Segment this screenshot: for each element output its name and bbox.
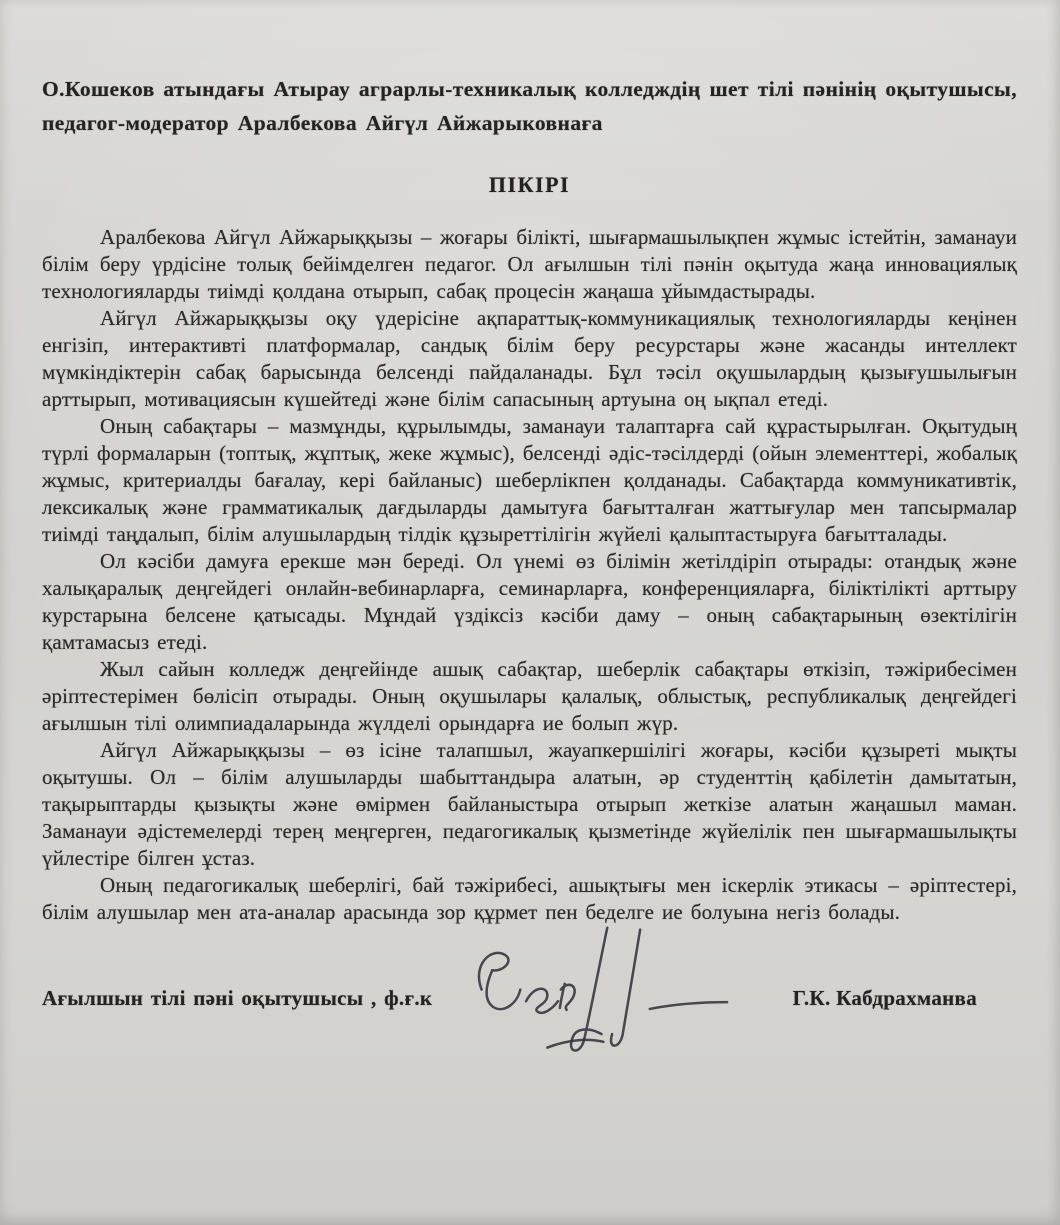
body-paragraph: Айгүл Айжарыққызы оқу үдерісіне ақпараттық-коммуникациялық технологияларды кеңінен енгізіп, интерактивті платформалар, сандық білім беру ресурстары және жасанды интеллект мүмкіндіктерін сабақ барысында белсенді пайдаланады. Бұл тәсіл оқушылардың қызығушылығын арттырып, мотивациясын күшейтеді және білім сапасының артуына оң ықпал етеді.: [42, 306, 1017, 411]
signature-block: [42, 978, 1017, 1018]
body-paragraph: Оның сабақтары – мазмұнды, құрылымды, заманауи талаптарға сай құрастырылған. Оқытудың түрлі формаларын (топтық, жұптық, жеке жұмыс), белсенді әдіс-тәсілдерді (ойын элементтері, жобалық жұмыс, критериалды бағалау, кері байланыс) шеберлікпен қолданады. Сабақтарда коммуникативтік, лексикалық және грамматикалық дағдыларды дамытуға бағытталған жаттығулар мен тапсырмалар тиімді таңдалып, білім алушылардың тілдік құзыреттілігін жүйелі қалыптастыруға бағытталады.: [42, 414, 1017, 546]
signer-position-label: Ағылшын тілі пәні оқытушысы , ф.ғ.к: [42, 985, 433, 1010]
document-body: [42, 224, 1017, 926]
body-paragraph: Оның педагогикалық шеберлігі, бай тәжірибесі, ашықтығы мен іскерлік этикасы – әріптестері, білім алушылар мен ата-аналар арасында зор құрмет пен беделге ие болуына негіз болады.: [42, 873, 1017, 924]
signer-name: Г.К. Кабдрахманва: [792, 985, 977, 1010]
body-paragraph: Аралбекова Айгүл Айжарыққызы – жоғары білікті, шығармашылықпен жұмыс істейтін, заманауи білім беру үрдісіне толық бейімделген педагог. Ол ағылшын тілі пәнін оқытуда жаңа инновациялық технологияларды тиімді қолдана отырып, сабақ процесін жаңаша ұйымдастырады.: [42, 225, 1017, 303]
body-paragraph: Жыл сайын колледж деңгейінде ашық сабақтар, шеберлік сабақтары өткізіп, тәжірибесімен әріптестерімен бөлісіп отырады. Оның оқушылары қалалық, облыстық, республикалық деңгейдегі ағылшын тілі олимпиадаларында жүлделі орындарға ие болып жүр.: [42, 657, 1017, 735]
body-paragraph: Айгүл Айжарыққызы – өз ісіне талапшыл, жауапкершілігі жоғары, кәсіби құзыреті мықты оқытушы. Ол – білім алушыларды шабыттандыра алатын, әр студенттің қабілетін дамытатын, тақырыптарды қызықты және өмірмен байланыстыра отырып жеткізе алатын жаңашыл маман. Заманауи әдістемелерді терең меңгерген, педагогикалық қызметінде жүйелілік пен шығармашылықты үйлестіре білген ұстаз.: [42, 738, 1017, 870]
signature-area: [432, 978, 792, 1018]
handwritten-signature-icon: [460, 920, 770, 1065]
document-title: ПІКІРІ: [488, 172, 571, 197]
document-content: [42, 72, 1017, 1018]
body-paragraph: Ол кәсіби дамуға ерекше мән береді. Ол үнемі өз білімін жетілдіріп отырады: отандық және халықаралық деңгейдегі онлайн-вебинарларға, семинарларға, конференцияларға, біліктілікті арттыру курстарына белсене қатысады. Мұндай үздіксіз кәсіби даму – оның сабақтарының өзектілігін қамтамасыз етеді.: [42, 549, 1017, 654]
recipient-header: О.Кошеков атындағы Атырау аграрлы-техникалық колледждің шет тілі пәнінің оқытушысы, педагог-модератор Аралбекова Айгүл Айжарыковнаға: [42, 77, 1017, 135]
